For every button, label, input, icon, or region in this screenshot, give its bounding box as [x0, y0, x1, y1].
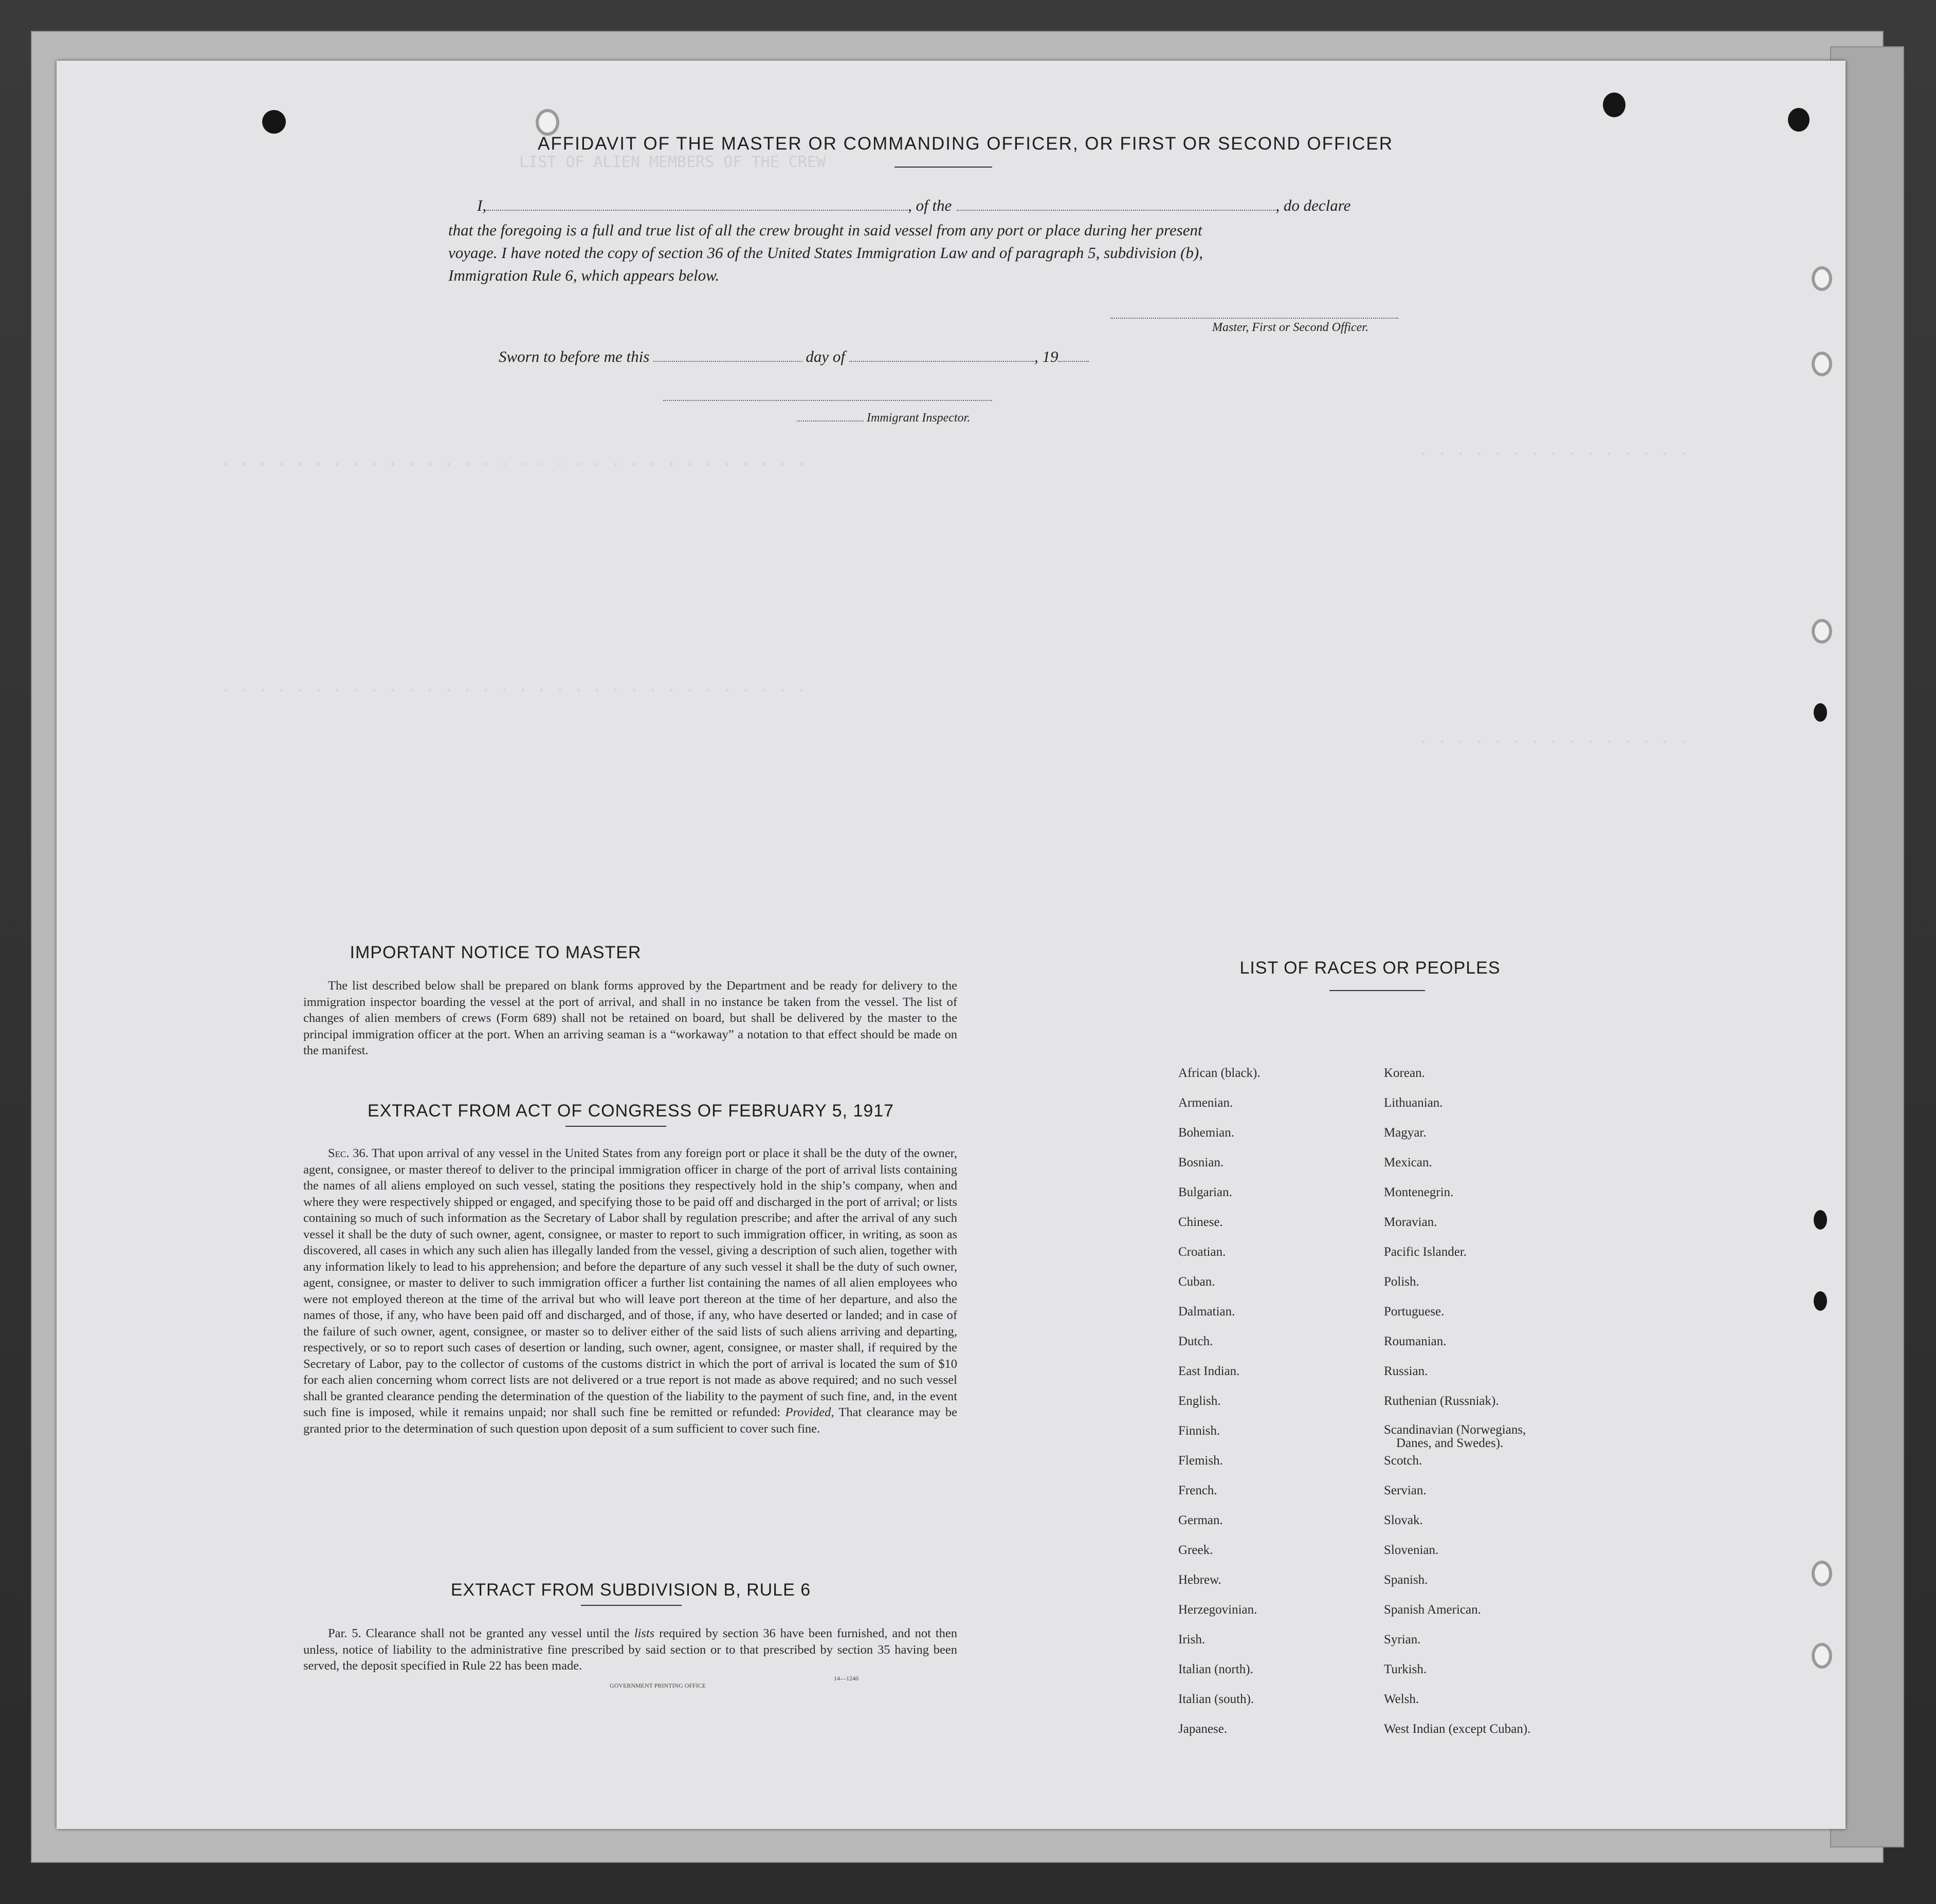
race-item: Welsh. [1384, 1692, 1419, 1706]
sworn-year-blank [1058, 350, 1089, 362]
race-item: Servian. [1384, 1484, 1427, 1497]
affidavit-title: AFFIDAVIT OF THE MASTER OR COMMANDING OFFICER, OR FIRST OR SECOND OFFICER [538, 134, 1394, 154]
sworn-label: Sworn to before me this [499, 347, 650, 365]
race-item: Scotch. [1384, 1454, 1422, 1468]
master-signature-label: Master, First or Second Officer. [1212, 321, 1368, 334]
inspector-signature-label [797, 411, 970, 425]
race-item: African (black). [1178, 1066, 1261, 1080]
name-blank [486, 198, 908, 211]
race-item: Bosnian. [1178, 1156, 1224, 1169]
race-item: Flemish. [1178, 1454, 1223, 1468]
act-section-label: Sec. 36. [328, 1146, 369, 1160]
printer-imprint: GOVERNMENT PRINTING OFFICE [610, 1682, 706, 1689]
race-item: Bulgarian. [1178, 1185, 1232, 1199]
race-item: Korean. [1384, 1066, 1425, 1080]
race-item: Magyar. [1384, 1126, 1427, 1140]
race-item: Bohemian. [1178, 1126, 1235, 1140]
rule6-text [303, 1625, 957, 1674]
punch-hole-ring [1812, 266, 1832, 291]
race-item: Polish. [1384, 1275, 1419, 1289]
race-item: Spanish. [1384, 1573, 1428, 1587]
punch-hole-ring [1812, 352, 1832, 376]
race-item: Cuban. [1178, 1275, 1215, 1289]
punch-hole [1603, 93, 1625, 117]
rule6-lists: lists [634, 1626, 655, 1640]
race-item: Ruthenian (Russniak). [1384, 1394, 1499, 1408]
bleed-through-text: LIST OF ALIEN MEMBERS OF THE CREW [519, 153, 826, 171]
affidavit-line1 [462, 195, 1500, 216]
race-scandinavian: Scandinavian (Norwegians, [1384, 1423, 1526, 1437]
document-page [57, 61, 1846, 1829]
act-text [303, 1145, 957, 1437]
race-item: Turkish. [1384, 1662, 1427, 1676]
races-title: LIST OF RACES OR PEOPLES [1239, 958, 1501, 978]
race-item: Italian (north). [1178, 1662, 1253, 1676]
race-scandinavian-cont: Danes, and Swedes). [1396, 1436, 1504, 1450]
punch-hole [1814, 1210, 1827, 1230]
race-item: Chinese. [1178, 1215, 1223, 1229]
race-item: Dutch. [1178, 1334, 1213, 1348]
notice-title: IMPORTANT NOTICE TO MASTER [350, 943, 642, 962]
race-item: West Indian (except Cuban). [1384, 1722, 1531, 1736]
race-item: Finnish. [1178, 1424, 1220, 1438]
punch-hole [262, 110, 286, 134]
race-item: Spanish American. [1384, 1603, 1481, 1617]
race-item: Montenegrin. [1384, 1185, 1454, 1199]
races-underline [1329, 990, 1425, 991]
race-item: Mexican. [1384, 1156, 1432, 1169]
race-item: Portuguese. [1384, 1305, 1445, 1319]
act-provided: Provided, [785, 1405, 834, 1419]
bleed-through-text: . . . . . . . . . . . . . . . . . . . . . . . . . . . . . . . . [221, 451, 806, 469]
punch-hole-ring [1812, 619, 1832, 644]
race-item: Slovak. [1384, 1513, 1423, 1527]
title-underline [894, 167, 992, 168]
form-number: 14—1240 [834, 1675, 859, 1682]
rule6-body-b: required by section 36 have been furnished, and not then unless, notice of liability to the administrative fine prescribed by said section or to that prescribed by section 35 having been served, the deposit specified in Rule 22 has been made. [303, 1626, 958, 1673]
sworn-day-of: day of [806, 347, 845, 365]
notice-text: The list described below shall be prepared on blank forms approved by the Department and be ready for delivery to the immigration inspector boarding the vessel at the port of arrival, and shall in no instance be taken from the vessel. The list of changes of alien members of crews (Form 689) shall not be retained on board, but shall be delivered by the master to the principal immigration officer at the port. When an arriving seaman is a “workaway” a notation to that effect should be made on the manifest. [303, 979, 957, 1057]
sworn-line [499, 346, 1089, 367]
race-item: Herzegovinian. [1178, 1603, 1257, 1617]
inspector-signature-line [663, 400, 992, 401]
act-body-end: That clearance may be granted prior to the determination of such question upon deposit of a sum sufficient to cover such fine. [303, 1405, 957, 1436]
race-item: Syrian. [1384, 1633, 1421, 1646]
races-list-right [1384, 1066, 1641, 1751]
race-item: Greek. [1178, 1543, 1213, 1557]
race-item: Hebrew. [1178, 1573, 1221, 1587]
punch-hole [1788, 108, 1810, 132]
punch-hole-ring [1812, 1561, 1832, 1586]
race-item: German. [1178, 1513, 1223, 1527]
rule6-body-a: Par. 5. Clearance shall not be granted any vessel until the [328, 1626, 630, 1640]
bleed-through-text: . . . . . . . . . . . . . . . [1419, 729, 1688, 747]
race-item: English. [1178, 1394, 1221, 1408]
affidavit-line3: voyage. I have noted the copy of section 36 of the United States Immigration Law and of paragraph 5, subdivision (b), [448, 244, 1203, 262]
race-item [1384, 1423, 1641, 1453]
punch-hole-ring [1812, 1643, 1832, 1669]
sworn-year: , 19 [1034, 347, 1058, 365]
act-underline [565, 1126, 666, 1127]
affidavit-line2: that the foregoing is a full and true list of all the crew brought in said vessel from any port or place during her present [448, 221, 1202, 239]
race-item: Moravian. [1384, 1215, 1437, 1229]
affidavit-of-the: , of the [908, 196, 952, 214]
race-item: Armenian. [1178, 1096, 1233, 1110]
race-item: Slovenian. [1384, 1543, 1439, 1557]
race-item: East Indian. [1178, 1364, 1240, 1378]
rule6-underline [581, 1605, 682, 1606]
race-item: Russian. [1384, 1364, 1428, 1378]
sworn-day-blank [653, 350, 802, 362]
race-item: French. [1178, 1484, 1217, 1497]
act-title: EXTRACT FROM ACT OF CONGRESS OF FEBRUARY 5, 1917 [367, 1101, 894, 1121]
race-item: Croatian. [1178, 1245, 1226, 1259]
bleed-through-text: . . . . . . . . . . . . . . . [1419, 441, 1688, 459]
punch-hole [1814, 703, 1827, 722]
race-item: Roumanian. [1384, 1334, 1447, 1348]
act-body: That upon arrival of any vessel in the United States from any foreign port or place it shall be the duty of the owner, agent, consignee, or master thereof to deliver to the principal immigration officer in charge of the port of arrival lists containing the names of all aliens employed on such vessel, stating the positions they respectively hold in the ship’s company, when and where they were respectively shipped or engaged, and specifying those to be paid off and discharged in the port of arrival; or lists containing so much of such information as the Secretary of Labor shall by regulation prescribe; and after the arrival of any such vessel it shall be the duty of such owner, agent, consignee, or master to report to such immigration officer, in writing, as soon as discovered, all cases in which any such alien has illegally landed from the vessel, giving a description of such alien, together with any information likely to lead to his apprehension; and before the departure of any such vessel it shall be the duty of such owner, agent, consignee, or master to deliver to such immigration officer a further list containing the names of all alien employees who were not employed thereon at the time of the arrival but who will leave port thereon at the time of her departure, and also the names of those, if any, who have been paid off and discharged, and of those, if any, who have deserted or landed; and in case of the failure of such owner, agent, consignee, or master so to deliver either of the said lists of such aliens arriving and departing, respectively, or so to report such cases of desertion or landing, such owner, agent, consignee, or master shall, if required by the Secretary of Labor, pay to the collector of customs of the customs district in which the port of arrival is located the sum of $10 for each alien concerning whom correct lists are not delivered or a true report is not made as above required; and no such vessel shall be granted clearance pending the determination of the question of the liability to the payment of such fine, and, in the event such fine is imposed, while it remains unpaid; nor shall such fine be remitted or refunded: [303, 1146, 957, 1419]
punch-hole [1814, 1291, 1827, 1311]
rule6-title: EXTRACT FROM SUBDIVISION B, RULE 6 [450, 1580, 811, 1600]
race-item: Dalmatian. [1178, 1305, 1235, 1319]
inspector-label-text: Immigrant Inspector. [867, 411, 971, 425]
affidavit-i: I, [477, 196, 487, 214]
bleed-through-text: . . . . . . . . . . . . . . . . . . . . . . . . . . . . . . . . [221, 678, 806, 695]
master-signature-line [1110, 318, 1398, 319]
race-item: Lithuanian. [1384, 1096, 1443, 1110]
race-item: Irish. [1178, 1633, 1206, 1646]
vessel-blank [957, 198, 1275, 211]
affidavit-line4: Immigration Rule 6, which appears below. [448, 266, 720, 284]
race-item: Japanese. [1178, 1722, 1228, 1736]
race-item: Pacific Islander. [1384, 1245, 1467, 1259]
affidavit-do-declare: , do declare [1275, 196, 1351, 214]
race-item: Italian (south). [1178, 1692, 1254, 1706]
punch-hole-ring [536, 109, 559, 136]
sworn-month-blank [849, 350, 1034, 362]
